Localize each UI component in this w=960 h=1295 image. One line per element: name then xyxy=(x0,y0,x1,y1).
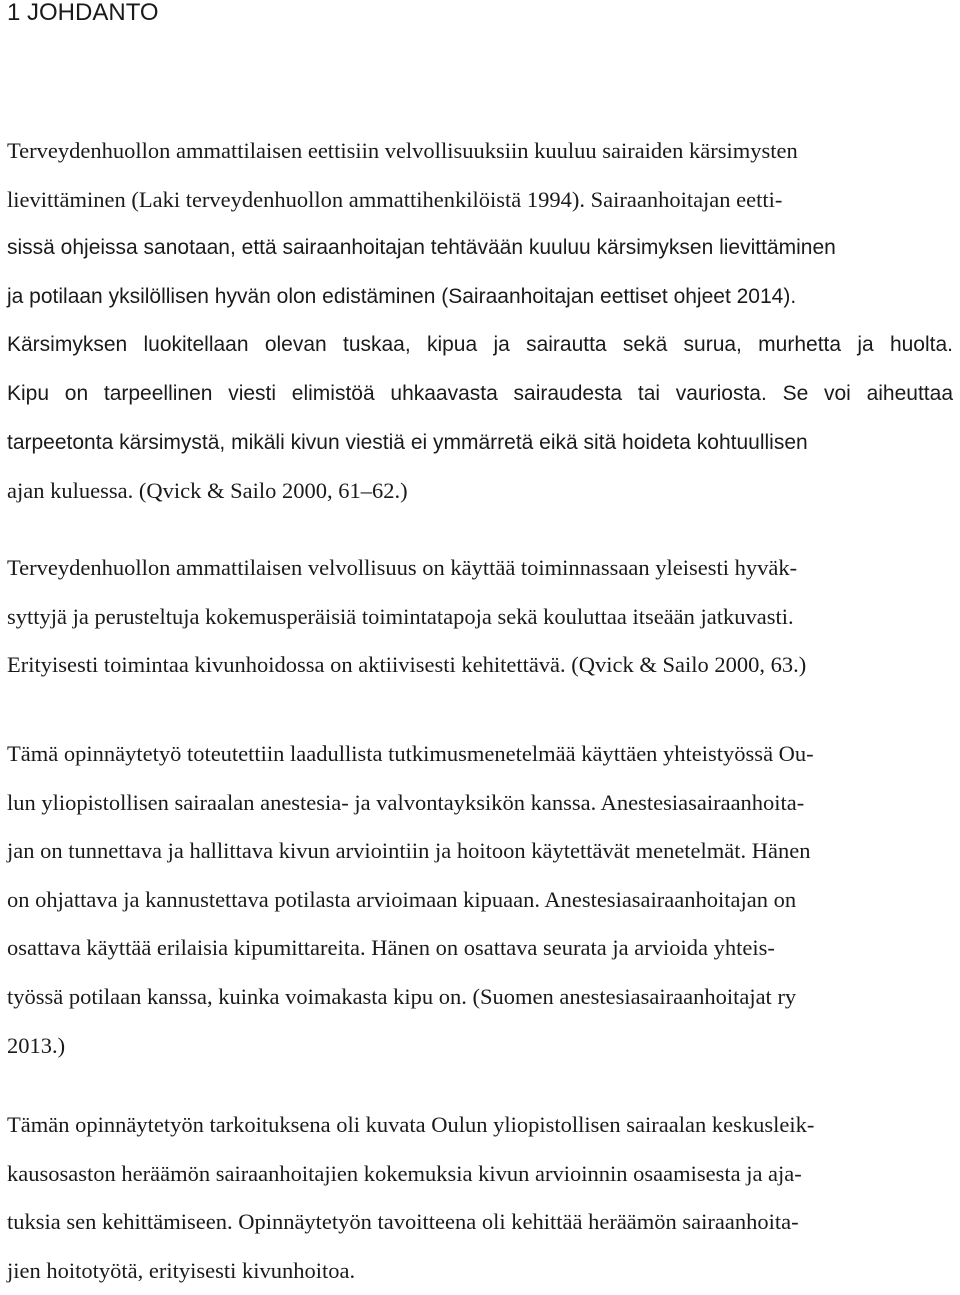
text-line: Kärsimyksen luokitellaan olevan tuskaa, kipua ja sairautta sekä surua, murhetta ja huolta. xyxy=(7,333,953,357)
text-line: syttyjä ja perusteltuja kokemusperäisiä toimintatapoja sekä kouluttaa itseään jatkuvasti. xyxy=(7,603,794,629)
text-line: ajan kuluessa. (Qvick & Sailo 2000, 61–62.) xyxy=(7,478,408,504)
text-line: työssä potilaan kanssa, kuinka voimakasta kipu on. (Suomen anestesiasairaanhoitajat ry xyxy=(7,983,797,1009)
text-line: tarpeetonta kärsimystä, mikäli kivun viestiä ei ymmärretä eikä sitä hoideta kohtuullisen xyxy=(7,430,808,454)
text-line: Terveydenhuollon ammattilaisen velvollisuus on käyttää toiminnassaan yleisesti hyväk- xyxy=(7,555,798,580)
text-line: tuksia sen kehittämiseen. Opinnäytetyön tavoitteena oli kehittää heräämön sairaanhoita- xyxy=(7,1209,799,1235)
text-line: 2013.) xyxy=(7,1032,66,1058)
text-line: kausosaston heräämön sairaanhoitajien kokemuksia kivun arvioinnin osaamisesta ja aja- xyxy=(7,1160,802,1186)
page-title: 1 JOHDANTO xyxy=(7,0,159,26)
paragraph-4 xyxy=(7,1101,953,1295)
text-line: Tämä opinnäytetyö toteutettiin laadullista tutkimusmenetelmää käyttäen yhteistyössä Ou- xyxy=(7,741,814,766)
text-line: Tämän opinnäytetyön tarkoituksena oli kuvata Oulun yliopistollisen sairaalan keskusleik- xyxy=(7,1112,815,1137)
text-line: Terveydenhuollon ammattilaisen eettisiin velvollisuuksiin kuuluu sairaiden kärsimysten xyxy=(7,138,798,163)
paragraph-3 xyxy=(7,730,953,1070)
text-line: jien hoitotyötä, erityisesti kivunhoitoa. xyxy=(7,1257,356,1283)
paragraph-1 xyxy=(7,127,953,516)
text-line: jan on tunnettava ja hallittava kivun arviointiin ja hoitoon käytettävät menetelmät. Hänen xyxy=(7,838,811,864)
text-line: Erityisesti toimintaa kivunhoidossa on aktiivisesti kehitettävä. (Qvick & Sailo 2000, 63.) xyxy=(7,652,807,678)
paragraph-2 xyxy=(7,544,953,690)
text-line: ja potilaan yksilöllisen hyvän olon edistäminen (Sairaanhoitajan eettiset ohjeet 2014). xyxy=(7,284,797,308)
text-line: osattava käyttää erilaisia kipumittareita. Hänen on osattava seurata ja arvioida yhteis- xyxy=(7,935,775,961)
text-line: on ohjattava ja kannustettava potilasta arvioimaan kipuaan. Anestesiasairaanhoitajan on xyxy=(7,886,797,912)
text-line: lievittäminen (Laki terveydenhuollon ammattihenkilöistä 1994). Sairaanhoitajan eetti- xyxy=(7,186,783,212)
text-line: Kipu on tarpeellinen viesti elimistöä uhkaavasta sairaudesta tai vauriosta. Se voi aiheuttaa xyxy=(7,381,953,405)
text-line: lun yliopistollisen sairaalan anestesia- ja valvontayksikön kanssa. Anestesiasairaanhoita- xyxy=(7,789,805,815)
text-line: sissä ohjeissa sanotaan, että sairaanhoitajan tehtävään kuuluu kärsimyksen lievittäminen xyxy=(7,236,836,260)
